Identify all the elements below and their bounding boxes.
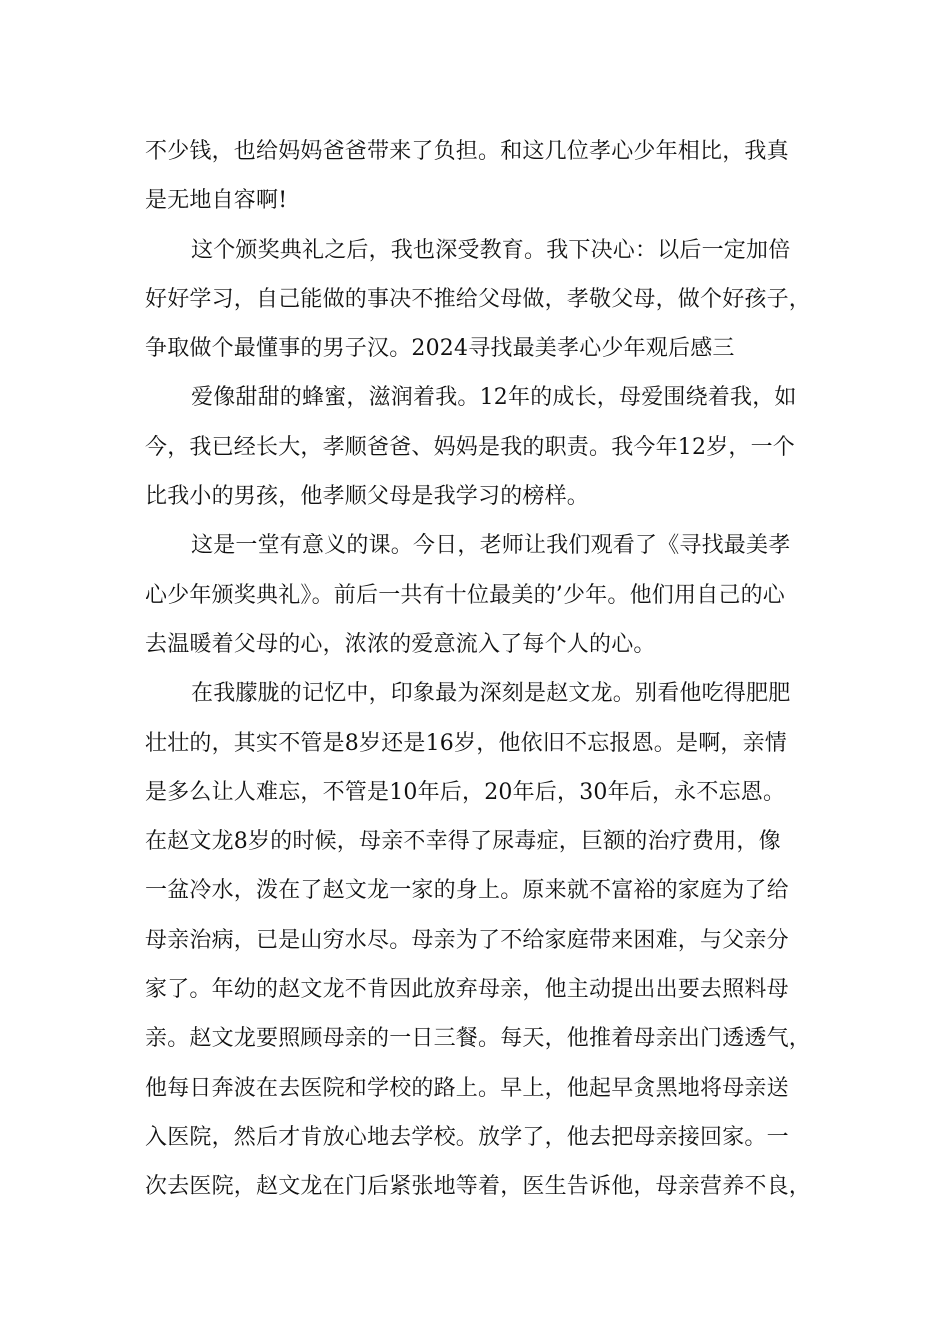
text-line: 今，我已经长大，孝顺爸爸、妈妈是我的职责。我今年12岁，一个 — [145, 434, 795, 460]
text-line: 入医院，然后才肯放心地去学校。放学了，他去把母亲接回家。一 — [145, 1124, 789, 1150]
paragraph-start-line: 这个颁奖典礼之后，我也深受教育。我下决心：以后一定加倍 — [191, 237, 791, 263]
text-line: 一盆冷水，泼在了赵文龙一家的身上。原来就不富裕的家庭为了给 — [145, 878, 789, 904]
text-line: 争取做个最懂事的男子汉。2024寻找最美孝心少年观后感三 — [145, 336, 735, 362]
text-line: 是多么让人难忘，不管是10年后，20年后，30年后，永不忘恩。 — [145, 779, 786, 805]
text-line: 壮壮的，其实不管是8岁还是16岁，他依旧不忘报恩。是啊，亲情 — [145, 730, 787, 756]
text-line: 次去医院，赵文龙在门后紧张地等着，医生告诉他，母亲营养不良， — [145, 1174, 812, 1200]
text-line: 是无地自容啊! — [145, 188, 288, 214]
text-line: 他每日奔波在去医院和学校的路上。早上，他起早贪黑地将母亲送 — [145, 1075, 789, 1101]
document-body — [145, 127, 825, 1212]
paragraph-start-line: 在我朦胧的记忆中，印象最为深刻是赵文龙。别看他吃得肥肥 — [191, 681, 791, 707]
text-line: 家了。年幼的赵文龙不肯因此放弃母亲，他主动提出出要去照料母 — [145, 977, 789, 1003]
text-line: 亲。赵文龙要照顾母亲的一日三餐。每天，他推着母亲出门透透气， — [145, 1026, 812, 1052]
paragraph-start-line: 这是一堂有意义的课。今日，老师让我们观看了《寻找最美孝 — [191, 533, 791, 559]
text-line: 在赵文龙8岁的时候，母亲不幸得了尿毒症，巨额的治疗费用，像 — [145, 829, 781, 855]
text-line: 心少年颁奖典礼》。前后一共有十位最美的’少年。他们用自己的心 — [145, 582, 785, 608]
text-line: 母亲治病，已是山穷水尽。母亲为了不给家庭带来困难，与父亲分 — [145, 927, 789, 953]
text-line: 不少钱，也给妈妈爸爸带来了负担。和这几位孝心少年相比，我真 — [145, 139, 789, 164]
text-line: 比我小的男孩，他孝顺父母是我学习的榜样。 — [145, 484, 590, 510]
text-line: 去温暖着父母的心，浓浓的爱意流入了每个人的心。 — [145, 631, 656, 657]
text-line: 好好学习，自己能做的事决不推给父母做，孝敬父母，做个好孩子， — [145, 286, 812, 312]
paragraph-start-line: 爱像甜甜的蜂蜜，滋润着我。12年的成长，母爱围绕着我，如 — [191, 385, 797, 411]
